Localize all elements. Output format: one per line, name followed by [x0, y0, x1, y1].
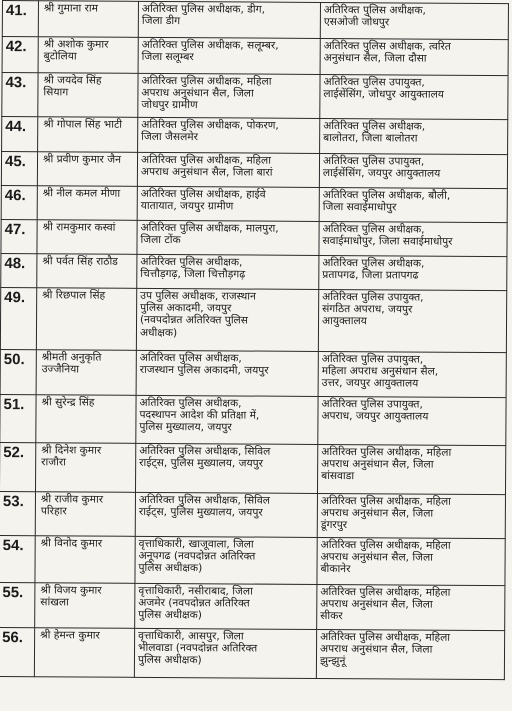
officer-name: श्री हेमन्त कुमार	[34, 628, 134, 678]
table-row	[0, 395, 506, 446]
new-posting: अतिरिक्त पुलिस अधीक्षक, प्रतापगढ, जिला प्रतापगढ	[319, 255, 507, 290]
officer-name: श्री रामकुमार कस्वां	[37, 220, 137, 255]
new-posting: अतिरिक्त पुलिस उपायुक्त, संगठित अपराध, जयपुर आयुक्तालय	[318, 289, 506, 352]
serial-number: 54.	[0, 536, 35, 583]
officer-name: श्री सुरेन्द्र सिंह	[36, 395, 136, 444]
current-posting: अतिरिक्त पुलिस अधीक्षक, राजस्थान पुलिस अकादमी, जयपुर	[136, 350, 318, 396]
serial-number: 50.	[0, 350, 36, 395]
officer-name: श्री प्रवीण कुमार जैन	[37, 152, 137, 187]
officer-name: श्री विजय कुमार सांखला	[35, 583, 135, 629]
current-posting: उप पुलिस अधीक्षक, राजस्थान पुलिस अकादमी, जयपुर (नवपदोन्नत अतिरिक्त पुलिस अधीक्षक)	[136, 288, 318, 351]
current-posting: अतिरिक्त पुलिस अधीक्षक, महिला अपराध अनुसंधान सैल, जिला बारां	[137, 152, 319, 187]
serial-number: 53.	[0, 492, 35, 536]
serial-number: 55.	[0, 583, 35, 628]
officer-name: श्री राजीव कुमार परिहार	[35, 492, 135, 537]
serial-number: 41.	[2, 1, 38, 37]
current-posting: अतिरिक्त पुलिस अधीक्षक, मालपुरा, जिला टोंक	[137, 220, 319, 255]
serial-number: 42.	[2, 37, 38, 73]
officer-name: श्री विनोद कुमार	[35, 536, 135, 584]
new-posting: अतिरिक्त पुलिस अधीक्षक, महिला अपराध अनुसंधान सैल, जिला बीकानेर	[317, 537, 505, 585]
serial-number: 43.	[2, 73, 38, 117]
current-posting: अतिरिक्त पुलिस अधीक्षक, डीग, जिला डीग	[138, 1, 320, 38]
officer-name: श्री गोपाल सिंह भाटी	[38, 117, 138, 153]
officer-name: श्री रिछपाल सिंह	[36, 288, 136, 351]
table-row	[0, 443, 506, 495]
table-row	[1, 254, 507, 291]
current-posting: वृत्ताधिकारी, आसपुर, जिला भीलवाडा (नवपदोन्नत अतिरिक्त पुलिस अधीक्षक)	[134, 628, 316, 678]
new-posting: अतिरिक्त पुलिस उपायुक्त, अपराध, जयपुर आयुक्तालय	[318, 396, 506, 445]
new-posting: अतिरिक्त पुलिस अधीक्षक, एसओजी जोधपुर	[320, 2, 508, 39]
current-posting: अतिरिक्त पुलिस अधीक्षक, पदस्थापन आदेश की प्रतिक्षा में, पुलिस मुख्यालय, जयपुर	[136, 395, 318, 444]
new-posting: अतिरिक्त पुलिस अधीक्षक, त्वरित अनुसंधान सैल, जिला दौसा	[320, 38, 508, 75]
table-row	[0, 583, 505, 631]
serial-number: 48.	[1, 254, 37, 288]
current-posting: अतिरिक्त पुलिस अधीक्षक, पोकरण, जिला जैसलमेर	[138, 117, 320, 153]
serial-number: 49.	[0, 288, 36, 350]
new-posting: अतिरिक्त पुलिस उपायुक्त, महिला अपराध अनुसंधान सैल, उत्तर, जयपुर आयुक्तालय	[318, 351, 506, 397]
table-row	[0, 288, 506, 353]
new-posting: अतिरिक्त पुलिस अधीक्षक, महिला अपराध अनुसंधान सैल, जिला बांसवाडा	[317, 444, 505, 494]
table-row	[0, 536, 505, 586]
table-row	[2, 73, 508, 120]
current-posting: अतिरिक्त पुलिस अधीक्षक, महिला अपराध अनुसंधान सैल, जिला जोधपुर ग्रामीण	[138, 73, 320, 118]
table-row	[1, 220, 507, 257]
table-row	[2, 1, 508, 40]
table-row	[1, 186, 507, 223]
new-posting: अतिरिक्त पुलिस उपायुक्त, लाईसेंसिंग, जोधपुर आयुक्तालय	[320, 74, 508, 119]
officer-name: श्री पर्वत सिंह राठौड	[37, 254, 137, 289]
new-posting: अतिरिक्त पुलिस अधीक्षक, महिला अपराध अनुसंधान सैल, जिला डूंगरपुर	[317, 493, 505, 538]
table-row	[0, 492, 505, 539]
new-posting: अतिरिक्त पुलिस उपायुक्त, लाईसेंसिंग, जयपुर आयुक्तालय	[319, 153, 507, 188]
serial-number: 51.	[0, 395, 36, 443]
current-posting: अतिरिक्त पुलिस अधीक्षक, हाईवे यातायात, जयपुर ग्रामीण	[137, 186, 319, 221]
table-row	[1, 152, 507, 189]
transfer-table-body	[0, 1, 508, 680]
new-posting: अतिरिक्त पुलिस अधीक्षक, महिला अपराध अनुसंधान सैल, जिला झुन्झुनूं	[316, 629, 504, 679]
current-posting: अतिरिक्त पुलिस अधीक्षक, सिविल राईट्स, पुलिस मुख्यालय, जयपुर	[135, 443, 317, 493]
serial-number: 46.	[1, 186, 37, 220]
current-posting: अतिरिक्त पुलिस अधीक्षक, चित्तौड़गढ़, जिला चित्तौड़गढ़	[137, 254, 319, 289]
new-posting: अतिरिक्त पुलिस अधीक्षक, महिला अपराध अनुसंधान सैल, जिला सीकर	[317, 584, 505, 630]
current-posting: अतिरिक्त पुलिस अधीक्षक, सिविल राईट्स, पुलिस मुख्यालय, जयपुर	[135, 492, 317, 537]
officer-name: श्री जयदेव सिंह सियाग	[38, 73, 138, 118]
officer-name: श्री अशोक कुमार बुटोलिया	[38, 37, 138, 74]
table-row	[2, 37, 508, 76]
officer-name: श्रीमती अनुकृति उज्जैनिया	[36, 350, 136, 396]
serial-number: 45.	[1, 152, 37, 186]
table-row	[0, 350, 506, 398]
serial-number: 44.	[2, 117, 38, 152]
new-posting: अतिरिक्त पुलिस अधीक्षक, बौली, जिला सवाईमाधोपुर	[319, 187, 507, 222]
officer-name: श्री नील कमल मीणा	[37, 186, 137, 221]
table-row	[2, 117, 508, 155]
current-posting: वृत्ताधिकारी, खाजूवाला, जिला अनूपगढ (नवपदोन्नत अतिरिक्त पुलिस अधीक्षक)	[135, 536, 317, 584]
table-row	[0, 628, 505, 680]
officer-name: श्री दिनेश कुमार राजौरा	[35, 443, 135, 493]
current-posting: अतिरिक्त पुलिस अधीक्षक, सलूम्बर, जिला सलूम्बर	[138, 37, 320, 74]
new-posting: अतिरिक्त पुलिस अधीक्षक, बालोतरा, जिला बालोतरा	[320, 118, 508, 154]
officer-name: श्री गुमाना राम	[38, 1, 138, 38]
new-posting: अतिरिक्त पुलिस अधीक्षक, सवाईमाधोपुर, जिला सवाईमाधोपुर	[319, 221, 507, 256]
current-posting: वृत्ताधिकारी, नसीराबाद, जिला अजमेर (नवपदोन्नत अतिरिक्त पुलिस अधीक्षक)	[135, 583, 317, 629]
serial-number: 47.	[1, 220, 37, 254]
serial-number: 56.	[0, 628, 35, 677]
serial-number: 52.	[0, 443, 36, 492]
